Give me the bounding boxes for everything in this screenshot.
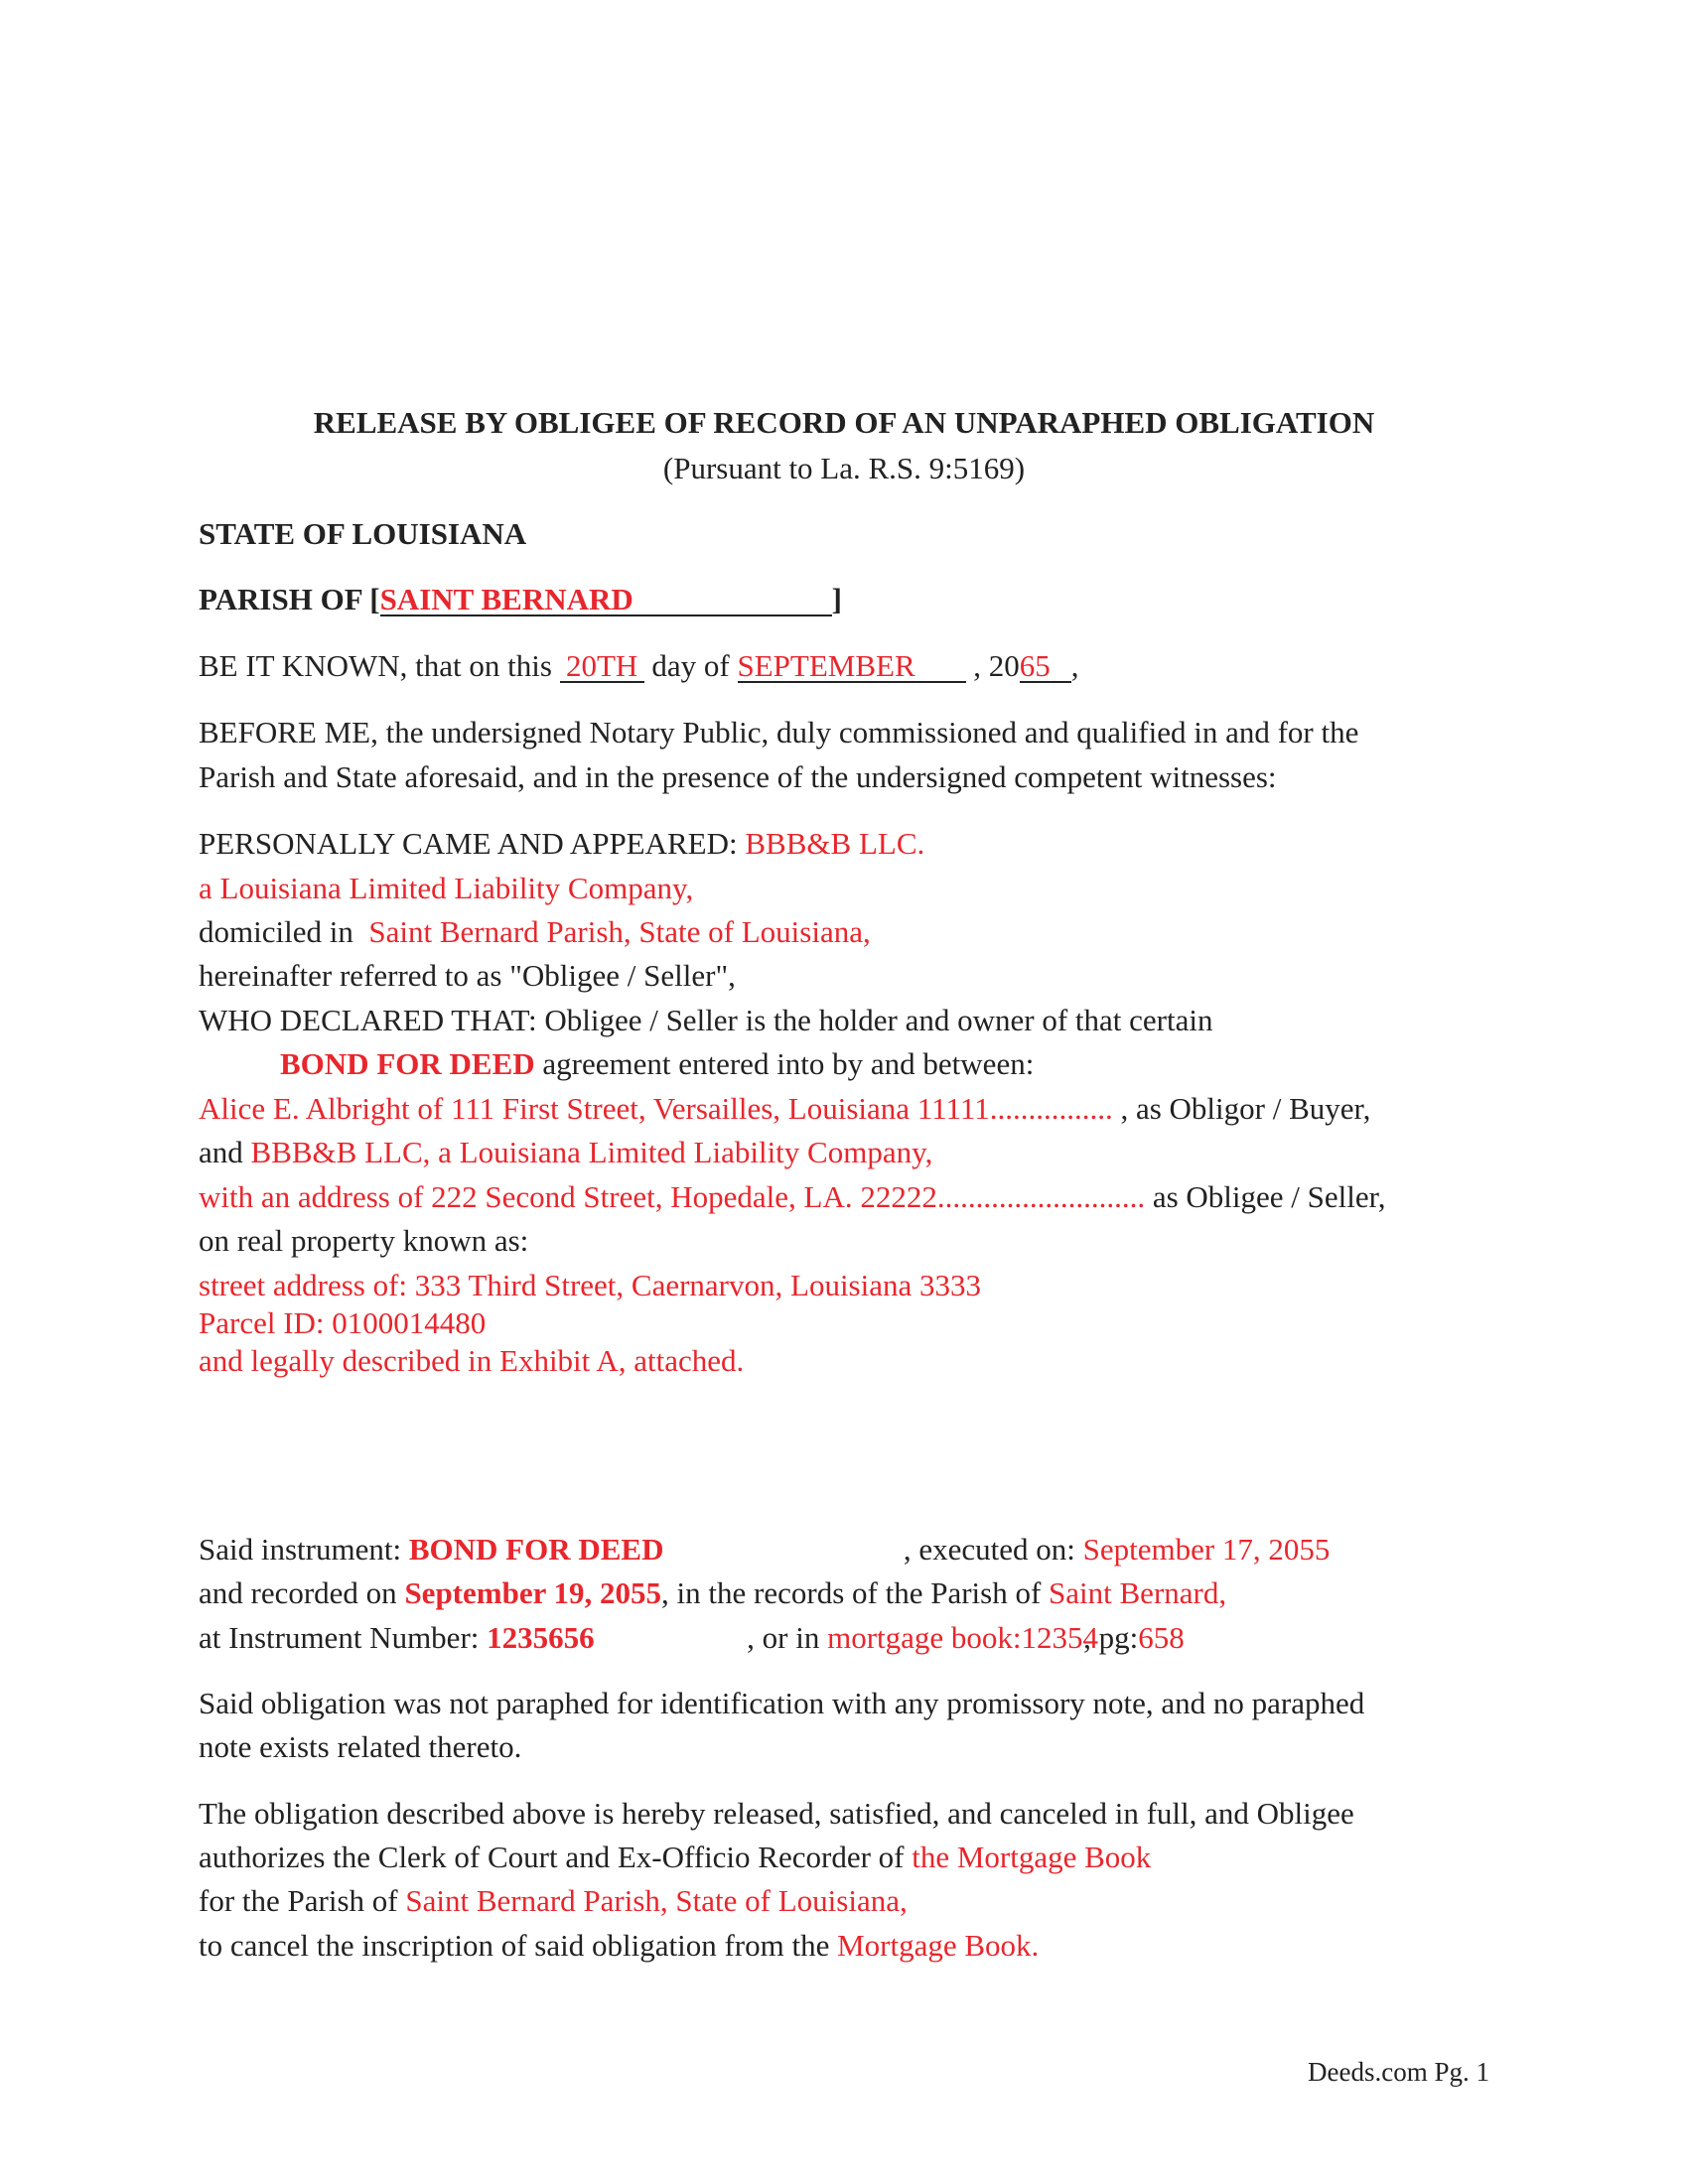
recorded-label: and recorded on	[199, 1575, 397, 1610]
release-line-4-value: Mortgage Book.	[837, 1928, 1040, 1963]
declared-line: WHO DECLARED THAT: Obligee / Seller is the holder and owner of that certain	[199, 1003, 1213, 1037]
release-line-3-prefix: for the Parish of	[199, 1883, 398, 1918]
year-value: 65	[1019, 648, 1051, 683]
instrument-type-inline: BOND FOR DEED	[280, 1046, 535, 1081]
executed-date: September 17, 2055	[1082, 1532, 1331, 1567]
obligee-value: BBB&B LLC, a Louisiana Limited Liability Company,	[250, 1135, 933, 1169]
recorded-date: September 19, 2055	[404, 1575, 662, 1610]
obligor-line	[199, 1089, 1370, 1129]
obligee-address-line	[199, 1177, 1385, 1217]
domiciled-line	[199, 912, 871, 952]
known-suffix: ,	[1070, 648, 1079, 683]
before-me-line-1: BEFORE ME, the undersigned Notary Public, duly commissioned and qualified in and for the	[199, 715, 1359, 750]
release-line-3	[199, 1881, 908, 1921]
document-title: RELEASE BY OBLIGEE OF RECORD OF AN UNPARAPHED OBLIGATION	[313, 405, 1375, 440]
records-parish: Saint Bernard,	[1049, 1575, 1227, 1610]
agreement-text: agreement entered into by and between:	[542, 1046, 1035, 1081]
referred-line: hereinafter referred to as "Obligee / Seller",	[199, 958, 736, 993]
book-value: mortgage book:12354	[827, 1620, 1099, 1655]
property-label: on real property known as:	[199, 1223, 529, 1258]
day-value: 20TH	[565, 648, 638, 683]
parish-close: ]	[831, 582, 842, 616]
state-line: STATE OF LOUISIANA	[199, 516, 527, 551]
property-street: street address of: 333 Third Street, Caernarvon, Louisiana 3333	[199, 1268, 982, 1302]
not-paraphed-line-2: note exists related thereto.	[199, 1729, 522, 1764]
month-value: SEPTEMBER	[737, 648, 915, 683]
release-line-3-value: Saint Bernard Parish, State of Louisiana,	[405, 1883, 908, 1918]
release-line-2-value: the Mortgage Book	[912, 1840, 1152, 1874]
page-label: , pg:	[1083, 1620, 1139, 1655]
appeared-line	[199, 824, 924, 864]
records-label: , in the records of the Parish of	[661, 1575, 1042, 1610]
parish-label: PARISH OF [	[199, 582, 380, 616]
property-parcel: Parcel ID: 0100014480	[199, 1305, 487, 1340]
book-label: , or in	[747, 1620, 820, 1655]
executed-label: , executed on:	[903, 1532, 1075, 1567]
release-line-1: The obligation described above is hereby released, satisfied, and canceled in full, and Obligee	[199, 1796, 1354, 1831]
number-label: at Instrument Number:	[199, 1620, 480, 1655]
obligee-role: as Obligee / Seller,	[1152, 1179, 1386, 1214]
parish-line	[199, 580, 842, 619]
instrument-line	[199, 1530, 1330, 1570]
month-blank	[737, 648, 966, 683]
known-line	[199, 646, 1079, 686]
document-subtitle: (Pursuant to La. R.S. 9:5169)	[662, 451, 1026, 485]
obligee-address: with an address of 222 Second Street, Hopedale, LA. 22222...........................	[199, 1179, 1146, 1214]
parish-blank	[379, 582, 832, 616]
release-line-4	[199, 1926, 1039, 1966]
agreement-line	[280, 1044, 1034, 1084]
obligee-line	[199, 1133, 932, 1172]
appeared-label: PERSONALLY CAME AND APPEARED:	[199, 826, 738, 861]
property-legal: and legally described in Exhibit A, attached.	[199, 1343, 745, 1378]
release-line-2-prefix: authorizes the Clerk of Court and Ex-Officio Recorder of	[199, 1840, 905, 1874]
before-me-line-2: Parish and State aforesaid, and in the presence of the undersigned competent witnesses:	[199, 759, 1277, 794]
obligor-value: Alice E. Albright of 111 First Street, Versailles, Louisiana 11111................	[199, 1091, 1113, 1126]
domiciled-value: Saint Bernard Parish, State of Louisiana,	[368, 914, 871, 949]
parish-value: SAINT BERNARD	[379, 582, 633, 616]
page-value: 658	[1138, 1620, 1185, 1655]
domiciled-label: domiciled in	[199, 914, 353, 949]
recorded-line	[199, 1573, 1226, 1613]
appeared-name: BBB&B LLC.	[745, 826, 925, 861]
release-line-4-prefix: to cancel the inscription of said obligation from the	[199, 1928, 830, 1963]
instrument-label: Said instrument:	[199, 1532, 402, 1567]
known-prefix: BE IT KNOWN, that on this	[199, 648, 552, 683]
not-paraphed-line-1: Said obligation was not paraphed for identification with any promissory note, and no paraphed	[199, 1686, 1365, 1720]
appeared-entity: a Louisiana Limited Liability Company,	[199, 871, 694, 905]
day-of-label: day of	[651, 648, 730, 683]
release-line-2	[199, 1838, 1151, 1877]
instrument-type: BOND FOR DEED	[408, 1532, 664, 1567]
obligor-role: , as Obligor / Buyer,	[1120, 1091, 1371, 1126]
page-footer: Deeds.com Pg. 1	[1308, 2057, 1489, 2087]
number-line	[199, 1618, 1185, 1658]
instrument-number: 1235656	[487, 1620, 595, 1655]
day-blank	[560, 648, 644, 683]
year-prefix: , 20	[973, 648, 1020, 683]
and-label: and	[199, 1135, 243, 1169]
year-blank	[1019, 648, 1071, 683]
